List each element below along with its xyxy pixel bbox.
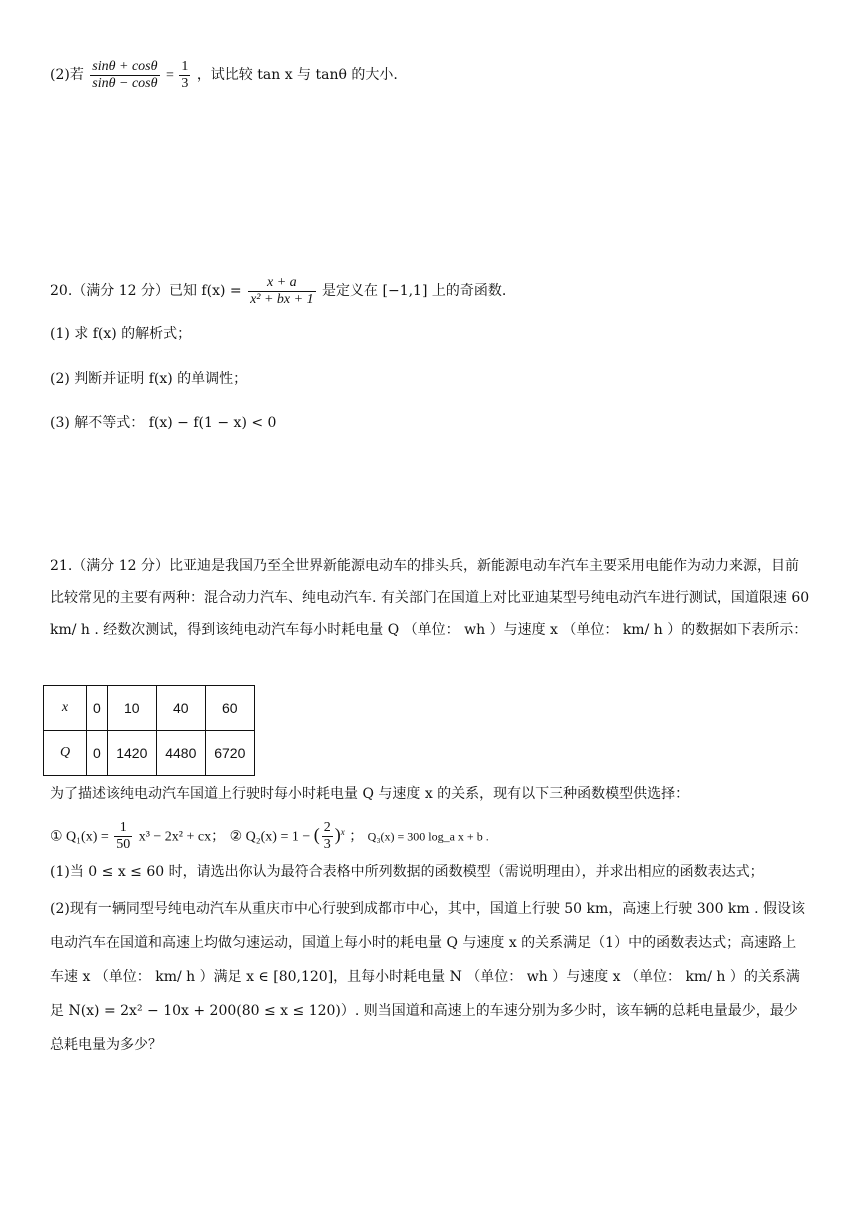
q19-part2-prefix: (2)若 (50, 67, 84, 83)
table-cell: 6720 (205, 731, 254, 776)
q19-fraction-numerator: sinθ + cosθ (92, 58, 158, 74)
q19-equals: = (165, 68, 178, 83)
q21-data-table (43, 685, 255, 776)
q19-rhs-denominator: 3 (181, 75, 189, 91)
q21-part2: (2)现有一辆同型号纯电动汽车从重庆市中心行驶到成都市中心，其中，国道上行驶 50 km，高速上行驶 300 km . 假设该电动汽车在国道和高速上均做匀速运动，国道上每小时的耗电量 Q 与速度 x 的关系满足（1）中的函数表达式；高速路上车速 x （单位： km/ h ）满足 x ∈ [80,120]，且每小时耗电量 N （单位： wh ）与速度 x （单位： km/ h ）的关系满足 N(x) = 2x² − 10x + 200(80 ≤ x ≤ 120)）. 则当国道和高速上的车速分别为多少时，该车辆的总耗电量最少，最少总耗电量为多少？ (50, 901, 806, 1053)
q21-describe: 为了描述该纯电动汽车国道上行驶时每小时耗电量 Q 与速度 x 的关系，现有以下三种函数模型供选择： (50, 786, 690, 802)
q20-intro (50, 272, 506, 310)
model2-left-paren: ( (313, 824, 320, 845)
q21-part1: (1)当 0 ≤ x ≤ 60 时，请选出你认为最符合表格中所列数据的函数模型（需说明理由），并求出相应的函数表达式； (50, 864, 764, 880)
q20-fraction-denominator: x² + bx + 1 (250, 291, 314, 307)
q19-part2-suffix: ，试比较 tan x 与 tanθ 的大小. (196, 67, 398, 83)
q20-part1: (1) 求 f(x) 的解析式； (50, 326, 192, 342)
q21-models (50, 812, 489, 858)
model2-right-paren: ) (334, 824, 341, 845)
model2-exponent: x (340, 827, 345, 837)
q19-rhs-numerator: 1 (181, 58, 189, 74)
table-cell: 40 (156, 686, 205, 731)
table-cell: 0 (87, 686, 108, 731)
q20-part2: (2) 判断并证明 f(x) 的单调性； (50, 371, 248, 387)
table-cell: 60 (205, 686, 254, 731)
table-header-x: x (44, 686, 87, 731)
model2-suffix: ； (349, 829, 364, 845)
table-row-q (44, 731, 255, 776)
table-cell: 10 (107, 686, 156, 731)
q20-intro-b: 是定义在 [−1,1] 上的奇函数. (322, 283, 507, 299)
model1-numerator: 1 (114, 820, 132, 837)
q20-fraction (248, 275, 316, 308)
model2-fraction (322, 820, 333, 853)
q20-fraction-numerator: x + a (248, 275, 316, 292)
q19-part2 (50, 56, 398, 95)
model1-prefix: ① Q₁(x) = (50, 829, 113, 845)
table-cell: 1420 (107, 731, 156, 776)
table-row-x (44, 686, 255, 731)
q20-intro-a: 20.（满分 12 分）已知 f(x) = (50, 283, 247, 299)
model2-numerator: 2 (323, 820, 331, 836)
q19-fraction (90, 59, 159, 92)
q20-part3: (3) 解不等式： f(x) − f(1 − x) < 0 (50, 415, 277, 431)
table-cell: 0 (87, 731, 108, 776)
model1-denominator: 50 (116, 837, 131, 853)
table-cell: 4480 (156, 731, 205, 776)
model3: Q₃(x) = 300 log_a x + b . (367, 829, 489, 844)
q21-intro: 21.（满分 12 分）比亚迪是我国乃至全世界新能源电动车的排头兵，新能源电动车汽车主要采用电能作为动力来源，目前比较常见的主要有两种：混合动力汽车、纯电动汽车. 有关部门在国道上对比亚迪某型号纯电动汽车进行测试，国道限速 60 km/ h . 经数次测试，得到该纯电动汽车每小时耗电量 Q （单位： wh ）与速度 x （单位： km/ h ）的数据如下表所示： (50, 558, 810, 638)
q19-fraction-denominator: sinθ − cosθ (92, 75, 158, 91)
q19-rhs-fraction (179, 59, 190, 92)
model1-suffix: x³ − 2x² + cx； (138, 829, 226, 845)
model2-prefix: ② Q₂(x) = 1 − (229, 829, 314, 845)
table-header-q: Q (44, 731, 87, 776)
model1-fraction (114, 820, 132, 853)
model2-denominator: 3 (323, 837, 331, 853)
